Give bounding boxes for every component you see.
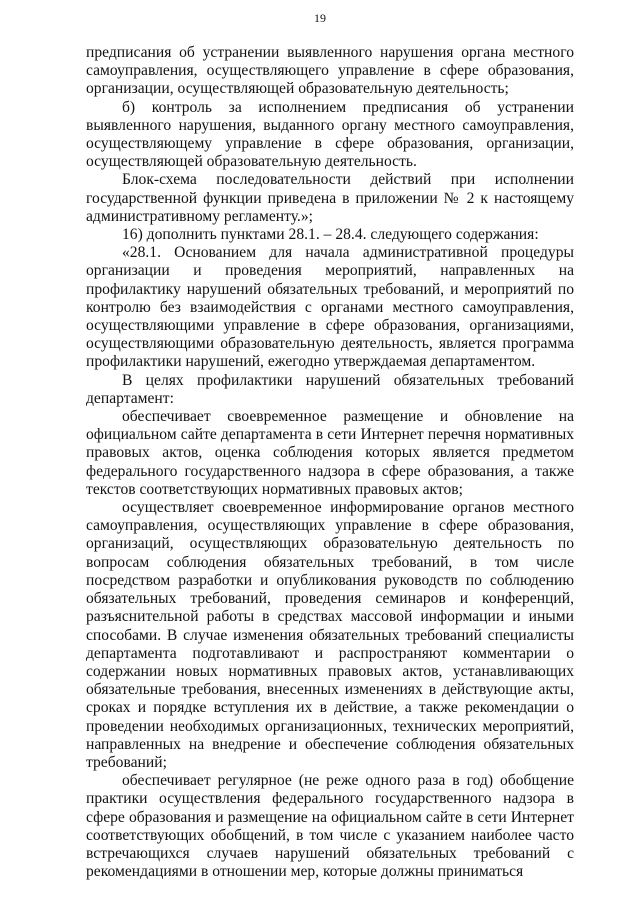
paragraph-8: осуществляет своевременное информирование органов местного самоуправления, осуществляющих управление в сфере образования, организаций, осуществляющих образовательную деятельность по вопросам соблюдения обязательных требований, в том числе посредством разработки и опубликования руководств по соблюдению обязательных требований, проведения семинаров и конференций, разъяснительной работы в средствах массовой информации и иными способами. В случае изменения обязательных требований специалисты департамента подготавливают и распространяют комментарии о содержании новых нормативных правовых актов, устанавливающих обязательные требования, внесенных изменениях в действующие акты, сроках и порядке вступления их в действие, а также рекомендации о проведении необходимых организационных, технических мероприятий, направленных на внедрение и обеспечение соблюдения обязательных требований; <box>86 499 574 771</box>
paragraph-5: «28.1. Основанием для начала административной процедуры организации и проведения мероприятий, направленных на профилактику нарушений обязательных требований, и мероприятий по контролю без взаимодействия с органами местного самоуправления, осуществляющими управление в сфере образования, организациями, осуществляющими образовательную деятельность, является программа профилактики нарушений, ежегодно утверждаемая департаментом. <box>86 244 574 371</box>
paragraph-6: В целях профилактики нарушений обязательных требований департамент: <box>86 371 574 407</box>
page-number: 19 <box>314 11 326 25</box>
paragraph-3: Блок-схема последовательности действий при исполнении государственной функции приведена в приложении № 2 к настоящему административному регламенту.»; <box>86 171 574 225</box>
paragraph-9: обеспечивает регулярное (не реже одного раза в год) обобщение практики осуществления федерального государственного надзора в сфере образования и размещение на официальном сайте в сети Интернет соответствующих обобщений, в том числе с указанием наиболее часто встречающихся случаев нарушений обязательных требований с рекомендациями в отношении мер, которые должны приниматься <box>86 772 574 881</box>
document-body <box>86 44 574 881</box>
paragraph-4: 16) дополнить пунктами 28.1. – 28.4. следующего содержания: <box>122 226 539 244</box>
paragraph-7: обеспечивает своевременное размещение и обновление на официальном сайте департамента в сети Интернет перечня нормативных правовых актов, оценка соблюдения которых является предметом федерального государственного надзора в сфере образования, а также текстов соответствующих нормативных правовых актов; <box>86 408 574 498</box>
paragraph-1: предписания об устранении выявленного нарушения органа местного самоуправления, осуществляющего управление в сфере образования, организации, осуществляющей образовательную деятельность; <box>86 44 574 98</box>
paragraph-2: б) контроль за исполнением предписания об устранении выявленного нарушения, выданного органу местного самоуправления, осуществляющему управление в сфере образования, организации, осуществляющей образовательную деятельность. <box>86 98 574 171</box>
